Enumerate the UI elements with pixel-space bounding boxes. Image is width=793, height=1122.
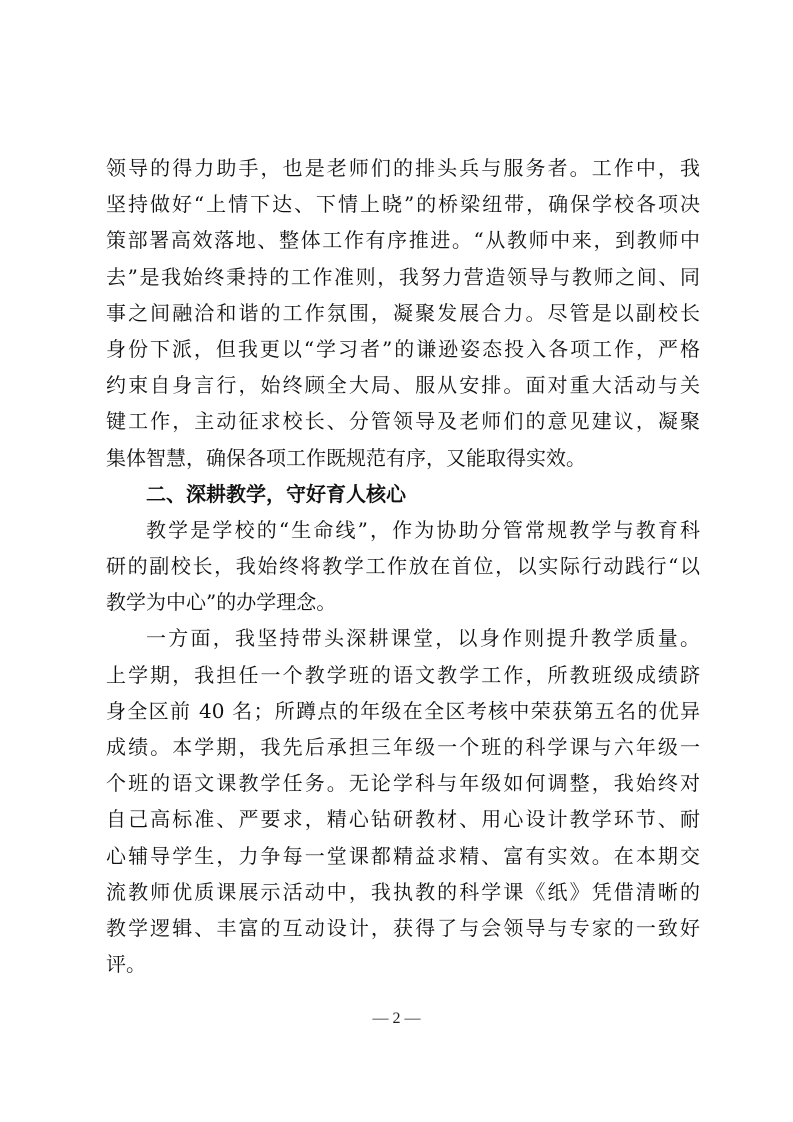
text-line: 教学为中心”的办学理念。 bbox=[106, 590, 337, 615]
text-line: 身份下派，但我更以“学习者”的谦逊姿态投入各项工作，严格 bbox=[106, 336, 700, 361]
text-line: 教学逻辑、丰富的互动设计，获得了与会领导与专家的一致好 bbox=[106, 915, 700, 940]
text-line: 策部署高效落地、整体工作有序推进。“从教师中来，到教师中 bbox=[106, 228, 700, 253]
text-line: 约束自身言行，始终顾全大局、服从安排。面对重大活动与关 bbox=[106, 373, 700, 398]
section-heading: 二、深耕教学，守好育人核心 bbox=[146, 481, 406, 506]
text-line: 身全区前 40 名；所蹲点的年级在全区考核中荣获第五名的优异 bbox=[106, 698, 700, 723]
body-text bbox=[106, 150, 700, 982]
text-line: 键工作，主动征求校长、分管领导及老师们的意见建议，凝聚 bbox=[106, 409, 700, 434]
text-line: 个班的语文课教学任务。无论学科与年级如何调整，我始终对 bbox=[106, 771, 700, 796]
text-line: 上学期，我担任一个教学班的语文教学工作，所教班级成绩跻 bbox=[106, 662, 700, 687]
text-line: 领导的得力助手，也是老师们的排头兵与服务者。工作中，我 bbox=[106, 156, 700, 180]
text-line: 去”是我始终秉持的工作准则，我努力营造领导与教师之间、同 bbox=[106, 264, 700, 289]
text-line: 研的副校长，我始终将教学工作放在首位，以实际行动践行“以 bbox=[106, 554, 700, 579]
text-line: 事之间融洽和谐的工作氛围，凝聚发展合力。尽管是以副校长 bbox=[106, 300, 700, 325]
page-number: — 2 — bbox=[372, 1010, 421, 1027]
text-line: 流教师优质课展示活动中，我执教的科学课《纸》凭借清晰的 bbox=[106, 879, 700, 904]
text-line: 评。 bbox=[106, 952, 146, 977]
text-line: 成绩。本学期，我先后承担三年级一个班的科学课与六年级一 bbox=[106, 735, 700, 759]
text-line: 集体智慧，确保各项工作既规范有序，又能取得实效。 bbox=[106, 445, 586, 470]
text-line: 坚持做好“上情下达、下情上晓”的桥梁纽带，确保学校各项决 bbox=[106, 192, 700, 217]
text-line: 心辅导学生，力争每一堂课都精益求精、富有实效。在本期交 bbox=[106, 843, 700, 868]
text-line: 自己高标准、严要求，精心钻研教材、用心设计教学环节、耐 bbox=[106, 807, 700, 832]
text-line: 教学是学校的“生命线”，作为协助分管常规教学与教育科 bbox=[146, 517, 700, 542]
text-line: 一方面，我坚持带头深耕课堂，以身作则提升教学质量。 bbox=[146, 626, 700, 651]
